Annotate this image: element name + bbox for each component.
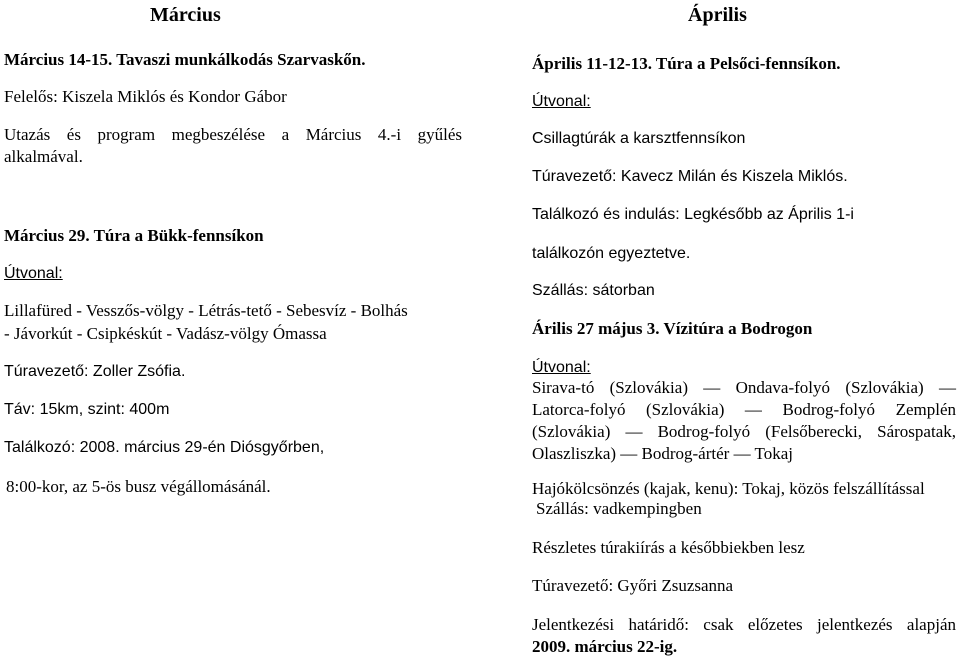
- april-meeting-cont: találkozón egyeztetve.: [532, 245, 691, 262]
- april-guide: Túravezető: Kavecz Milán és Kiszela Miklós.: [532, 168, 848, 185]
- march-route-line-2: - Jávorkút - Csipkéskút - Vadász-völgy Ómassa: [4, 324, 327, 343]
- march-route-label: Útvonal:: [4, 265, 63, 282]
- april-accommodation-2: Szállás: vadkempingben: [536, 499, 702, 518]
- april-meeting: Találkozó és indulás: Legkésőbb az Április 1-i: [532, 206, 854, 223]
- march-route-line-1: Lillafüred - Vesszős-völgy - Létrás-tető - Sebesvíz - Bolhás: [4, 301, 408, 320]
- april-accommodation: Szállás: sátorban: [532, 282, 655, 299]
- march-meeting-time: 8:00-kor, az 5-ös busz végállomásánál.: [6, 477, 271, 496]
- march-responsible: Felelős: Kiszela Miklós és Kondor Gábor: [4, 87, 287, 106]
- april-details-note: Részletes túrakiírás a későbbiekben lesz: [532, 538, 805, 557]
- april-deadline: Jelentkezési határidő: csak előzetes jelentkezés alapján 2009. március 22-ig.: [532, 615, 956, 656]
- april-event-1-title: Április 11-12-13. Túra a Pelsőci-fennsíkon.: [532, 54, 841, 73]
- march-travel-note: Utazás és program megbeszélése a Március 4.-i gyűlés alkalmával.: [4, 125, 462, 166]
- april-heading: Április: [688, 4, 747, 26]
- march-event-1-title: Március 14-15. Tavaszi munkálkodás Szarvaskőn.: [4, 50, 366, 69]
- april-route-label: Útvonal:: [532, 93, 591, 110]
- march-heading: Március: [150, 4, 221, 26]
- april-route-2: Sirava-tó (Szlovákia) — Ondava-folyó (Szlovákia) — Latorca-folyó (Szlovákia) — Bodrog-folyó Zemplén (Szlovákia) — Bodrog-folyó (Felsőberecki, Sárospatak, Olaszliszka) — Bodrog-ártér — Tokaj: [532, 378, 956, 463]
- april-guide-2: Túravezető: Győri Zsuzsanna: [532, 576, 734, 595]
- april-route: Csillagtúrák a karsztfennsíkon: [532, 130, 746, 147]
- march-meeting: Találkozó: 2008. március 29-én Diósgyőrben,: [4, 439, 325, 456]
- april-route-label-2: Útvonal:: [532, 359, 591, 376]
- april-event-2-title: Árilis 27 május 3. Vízitúra a Bodrogon: [532, 319, 813, 338]
- march-distance: Táv: 15km, szint: 400m: [4, 401, 170, 418]
- march-event-2-title: Március 29. Túra a Bükk-fennsíkon: [4, 226, 264, 245]
- march-guide: Túravezető: Zoller Zsófia.: [4, 363, 186, 380]
- april-boat-rental: Hajókölcsönzés (kajak, kenu): Tokaj, közös felszállítással: [532, 479, 925, 498]
